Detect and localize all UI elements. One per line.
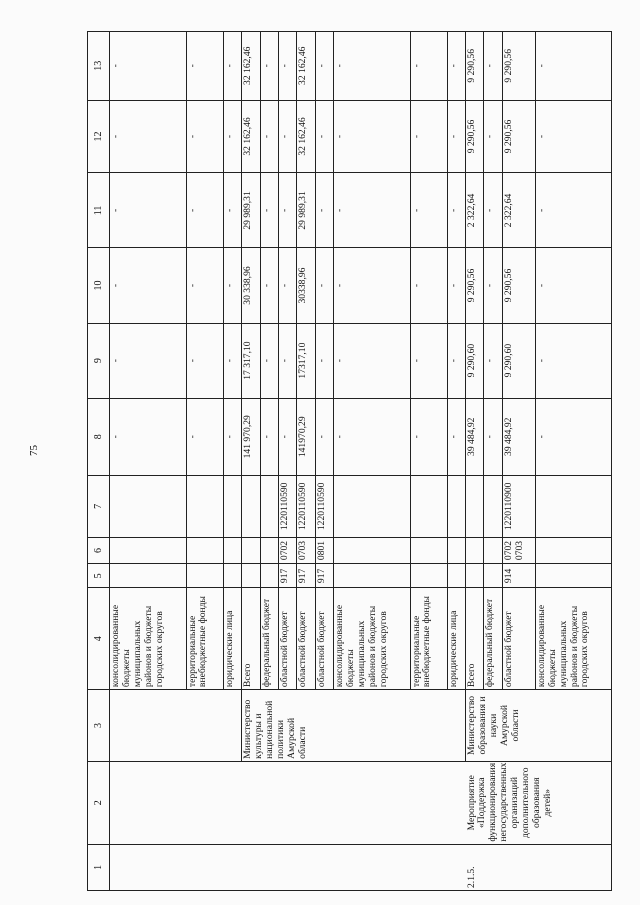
- value-cell: -: [223, 248, 241, 323]
- value-cell: -: [334, 100, 410, 173]
- source-cell: Всего: [242, 588, 260, 690]
- header-cell: 6: [88, 537, 110, 563]
- kbk-grbs-cell: [110, 564, 186, 588]
- kbk-target-cell: [535, 475, 611, 537]
- executor-cell: Министерство образования и науки Амурской области: [466, 690, 612, 762]
- value-cell: -: [447, 100, 465, 173]
- header-cell: 5: [88, 564, 110, 588]
- kbk-section-cell: [334, 537, 410, 563]
- value-cell: 2 322,64: [502, 173, 535, 248]
- value-cell: 9 290,56: [502, 100, 535, 173]
- value-cell: 9 290,60: [466, 323, 484, 398]
- kbk-section-cell: [535, 537, 611, 563]
- header-cell: 11: [88, 173, 110, 248]
- header-cell: 2: [88, 761, 110, 844]
- value-cell: -: [535, 173, 611, 248]
- header-cell: 12: [88, 100, 110, 173]
- kbk-target-cell: [260, 475, 278, 537]
- kbk-grbs-cell: 917: [297, 564, 315, 588]
- value-cell: -: [278, 100, 296, 173]
- source-cell: юридические лица: [447, 588, 465, 690]
- kbk-section-cell: [260, 537, 278, 563]
- value-cell: 32 162,46: [297, 32, 315, 101]
- header-cell: 1: [88, 844, 110, 890]
- source-cell: федеральный бюджет: [484, 588, 502, 690]
- value-cell: -: [447, 248, 465, 323]
- kbk-target-cell: [110, 475, 186, 537]
- kbk-target-cell: [447, 475, 465, 537]
- kbk-section-cell: 0801: [315, 537, 333, 563]
- value-cell: -: [110, 398, 186, 475]
- kbk-target-cell: [484, 475, 502, 537]
- kbk-section-cell: 0702: [278, 537, 296, 563]
- value-cell: 9 290,56: [466, 100, 484, 173]
- value-cell: -: [260, 398, 278, 475]
- value-cell: -: [535, 323, 611, 398]
- value-cell: -: [278, 323, 296, 398]
- kbk-target-cell: [410, 475, 447, 537]
- kbk-grbs-cell: 917: [315, 564, 333, 588]
- value-cell: -: [260, 323, 278, 398]
- value-cell: -: [535, 32, 611, 101]
- value-cell: 29 989,31: [297, 173, 315, 248]
- kbk-target-cell: 1220110590: [278, 475, 296, 537]
- kbk-grbs-cell: [410, 564, 447, 588]
- value-cell: -: [410, 248, 447, 323]
- source-cell: территориальные внебюджетные фонды: [410, 588, 447, 690]
- kbk-target-cell: [223, 475, 241, 537]
- value-cell: -: [278, 398, 296, 475]
- name-cell: [110, 761, 466, 844]
- value-cell: -: [110, 173, 186, 248]
- value-cell: -: [260, 248, 278, 323]
- value-cell: -: [484, 323, 502, 398]
- value-cell: -: [484, 248, 502, 323]
- kbk-grbs-cell: [223, 564, 241, 588]
- value-cell: -: [223, 398, 241, 475]
- value-cell: 29 989,31: [242, 173, 260, 248]
- kbk-grbs-cell: [447, 564, 465, 588]
- value-cell: -: [315, 323, 333, 398]
- value-cell: 2 322,64: [466, 173, 484, 248]
- value-cell: -: [278, 32, 296, 101]
- value-cell: -: [447, 323, 465, 398]
- kbk-target-cell: 1220110590: [297, 475, 315, 537]
- value-cell: -: [186, 32, 223, 101]
- value-cell: 9 290,56: [502, 248, 535, 323]
- kbk-grbs-cell: [242, 564, 260, 588]
- value-cell: 32 162,46: [242, 100, 260, 173]
- value-cell: -: [315, 100, 333, 173]
- header-cell: 4: [88, 588, 110, 690]
- value-cell: -: [447, 173, 465, 248]
- value-cell: -: [315, 248, 333, 323]
- kbk-section-cell: [186, 537, 223, 563]
- value-cell: -: [186, 173, 223, 248]
- kbk-section-cell: 0702 0703: [502, 537, 535, 563]
- kbk-grbs-cell: [484, 564, 502, 588]
- executor-cell: Министерство культуры и национальной политики Амурской области: [242, 690, 466, 762]
- budget-table: [87, 31, 612, 891]
- kbk-grbs-cell: [535, 564, 611, 588]
- value-cell: -: [334, 398, 410, 475]
- kbk-section-cell: [223, 537, 241, 563]
- value-cell: -: [410, 398, 447, 475]
- value-cell: -: [535, 248, 611, 323]
- source-cell: территориальные внебюджетные фонды: [186, 588, 223, 690]
- kbk-section-cell: [447, 537, 465, 563]
- value-cell: 30338,96: [297, 248, 315, 323]
- kbk-section-cell: [110, 537, 186, 563]
- value-cell: 17317,10: [297, 323, 315, 398]
- value-cell: -: [110, 32, 186, 101]
- kbk-target-cell: [466, 475, 484, 537]
- header-cell: 9: [88, 323, 110, 398]
- kbk-section-cell: [242, 537, 260, 563]
- kbk-grbs-cell: 914: [502, 564, 535, 588]
- kbk-section-cell: 0703: [297, 537, 315, 563]
- value-cell: 39 484,92: [466, 398, 484, 475]
- page-number: 75: [28, 445, 40, 456]
- header-cell: 3: [88, 690, 110, 762]
- kbk-section-cell: [466, 537, 484, 563]
- value-cell: -: [410, 323, 447, 398]
- value-cell: -: [315, 173, 333, 248]
- value-cell: -: [260, 173, 278, 248]
- value-cell: -: [334, 248, 410, 323]
- value-cell: -: [186, 100, 223, 173]
- value-cell: -: [447, 398, 465, 475]
- value-cell: -: [334, 323, 410, 398]
- value-cell: -: [334, 32, 410, 101]
- value-cell: 30 338,96: [242, 248, 260, 323]
- value-cell: -: [484, 32, 502, 101]
- name-cell: Мероприятие «Поддержка функционирования негосударственных организаций дополнительного образования детей»: [466, 761, 612, 844]
- value-cell: -: [186, 398, 223, 475]
- number-cell: 2.1.5.: [466, 844, 612, 890]
- value-cell: -: [484, 100, 502, 173]
- source-cell: Всего: [466, 588, 484, 690]
- source-cell: областной бюджет: [502, 588, 535, 690]
- value-cell: 9 290,56: [502, 32, 535, 101]
- kbk-section-cell: [410, 537, 447, 563]
- value-cell: -: [223, 32, 241, 101]
- kbk-grbs-cell: [260, 564, 278, 588]
- kbk-grbs-cell: [466, 564, 484, 588]
- value-cell: -: [223, 100, 241, 173]
- source-cell: областной бюджет: [315, 588, 333, 690]
- value-cell: -: [260, 100, 278, 173]
- kbk-target-cell: [334, 475, 410, 537]
- value-cell: -: [110, 100, 186, 173]
- value-cell: -: [223, 173, 241, 248]
- rotated-table-container: [87, 31, 612, 891]
- value-cell: 39 484,92: [502, 398, 535, 475]
- value-cell: -: [535, 100, 611, 173]
- value-cell: 9 290,56: [466, 32, 484, 101]
- value-cell: -: [447, 32, 465, 101]
- number-cell: [110, 844, 466, 890]
- kbk-section-cell: [484, 537, 502, 563]
- header-cell: 7: [88, 475, 110, 537]
- value-cell: -: [186, 248, 223, 323]
- source-cell: юридические лица: [223, 588, 241, 690]
- header-cell: 10: [88, 248, 110, 323]
- table-row: [110, 32, 186, 891]
- table-row: [466, 32, 484, 891]
- kbk-target-cell: 1220110590: [315, 475, 333, 537]
- value-cell: -: [484, 173, 502, 248]
- value-cell: -: [110, 323, 186, 398]
- value-cell: -: [484, 398, 502, 475]
- value-cell: 17 317,10: [242, 323, 260, 398]
- value-cell: -: [315, 32, 333, 101]
- value-cell: 32 162,46: [242, 32, 260, 101]
- header-cell: 13: [88, 32, 110, 101]
- value-cell: -: [278, 173, 296, 248]
- value-cell: -: [278, 248, 296, 323]
- value-cell: 32 162,46: [297, 100, 315, 173]
- value-cell: 9 290,60: [502, 323, 535, 398]
- value-cell: -: [186, 323, 223, 398]
- value-cell: -: [110, 248, 186, 323]
- value-cell: -: [223, 323, 241, 398]
- value-cell: 141970,29: [297, 398, 315, 475]
- source-cell: консолидированные бюджеты муниципальных районов и бюджеты городских округов: [110, 588, 186, 690]
- value-cell: 141 970,29: [242, 398, 260, 475]
- value-cell: -: [410, 100, 447, 173]
- source-cell: консолидированные бюджеты муниципальных районов и бюджеты городских округов: [334, 588, 410, 690]
- kbk-target-cell: 1220110900: [502, 475, 535, 537]
- value-cell: 9 290,56: [466, 248, 484, 323]
- source-cell: областной бюджет: [297, 588, 315, 690]
- value-cell: -: [410, 32, 447, 101]
- value-cell: -: [315, 398, 333, 475]
- value-cell: -: [410, 173, 447, 248]
- kbk-target-cell: [186, 475, 223, 537]
- header-cell: 8: [88, 398, 110, 475]
- kbk-target-cell: [242, 475, 260, 537]
- value-cell: -: [334, 173, 410, 248]
- kbk-grbs-cell: [334, 564, 410, 588]
- header-row: [88, 32, 110, 891]
- executor-cell: [110, 690, 242, 762]
- value-cell: -: [535, 398, 611, 475]
- kbk-grbs-cell: [186, 564, 223, 588]
- kbk-grbs-cell: 917: [278, 564, 296, 588]
- value-cell: -: [260, 32, 278, 101]
- source-cell: консолидированные бюджеты муниципальных районов и бюджеты городских округов: [535, 588, 611, 690]
- source-cell: областной бюджет: [278, 588, 296, 690]
- source-cell: федеральный бюджет: [260, 588, 278, 690]
